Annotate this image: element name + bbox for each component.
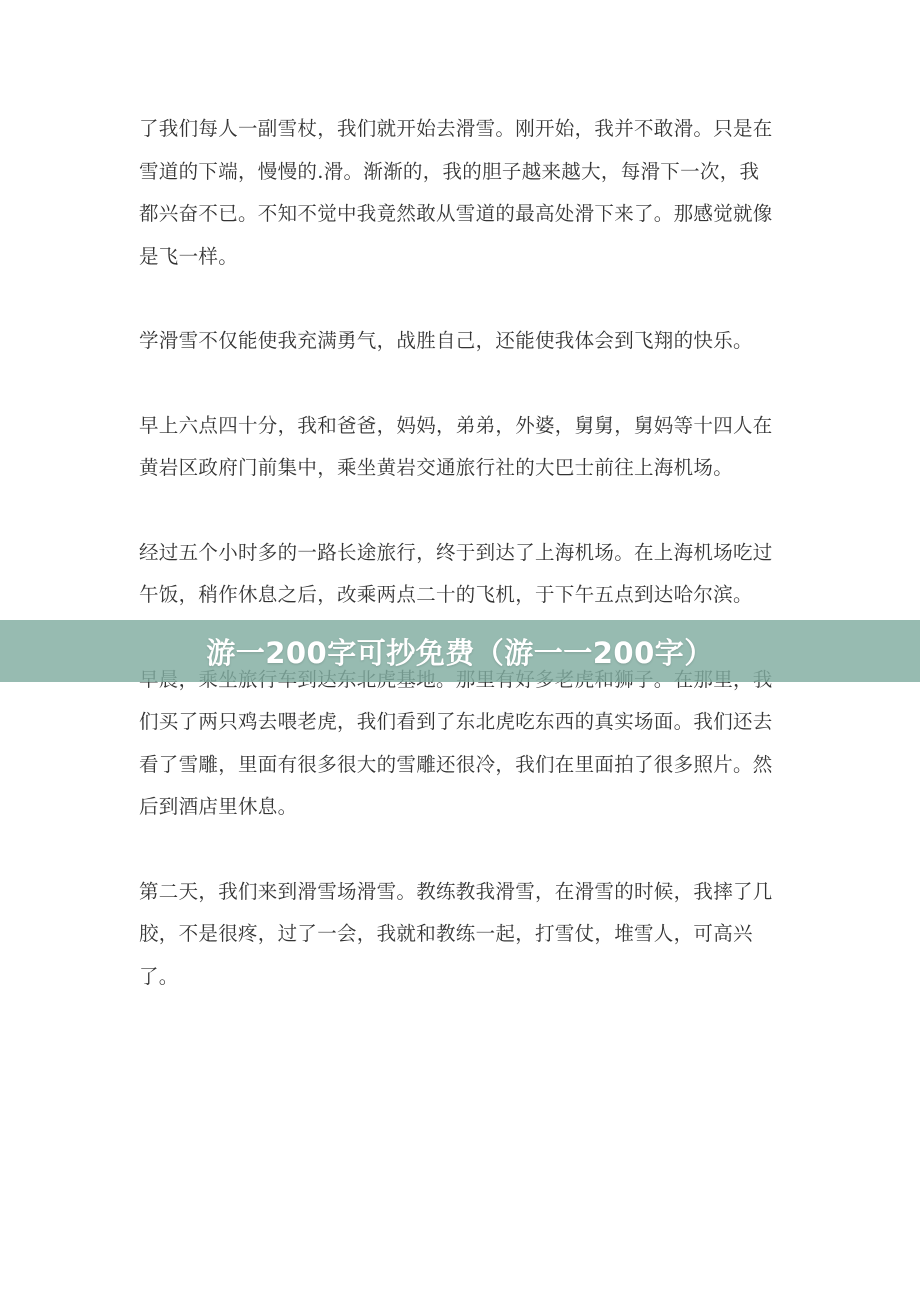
paragraph: 学滑雪不仅能使我充满勇气，战胜自己，还能使我体会到飞翔的快乐。 <box>139 329 753 352</box>
document-body <box>139 108 779 1040</box>
paragraph: 们买了两只鸡去喂老虎，我们看到了东北虎吃东西的真实场面。我们还去看了雪雕，里面有很多很大的雪雕还很冷，我们在里面拍了很多照片。然后到酒店里休息。 <box>139 710 773 818</box>
paragraph: 第二天，我们来到滑雪场滑雪。教练教我滑雪，在滑雪的时候，我摔了几胶，不是很疼，过了一会，我就和教练一起，打雪仗，堆雪人，可高兴了。 <box>139 879 773 988</box>
paragraph: 早上六点四十分，我和爸爸，妈妈，弟弟，外婆，舅舅，舅妈等十四人在黄岩区政府门前集中，乘坐黄岩交通旅行社的大巴士前往上海机场。 <box>139 413 773 479</box>
title-banner <box>0 620 920 682</box>
banner-title: 游一200字可抄免费（游一一200字） <box>206 635 714 670</box>
paragraph: 了我们每人一副雪杖，我们就开始去滑雪。刚开始，我并不敢滑。只是在雪道的下端，慢慢的.滑。渐渐的，我的胆子越来越大，每滑下一次，我都兴奋不已。不知不觉中我竟然敢从雪道的最高处滑下来了。那感觉就像是飞一样。 <box>139 117 773 268</box>
paragraph: 经过五个小时多的一路长途旅行，终于到达了上海机场。在上海机场吃过午饭，稍作休息之后，改乘两点二十的飞机，于下午五点到达哈尔滨。 <box>139 540 773 606</box>
